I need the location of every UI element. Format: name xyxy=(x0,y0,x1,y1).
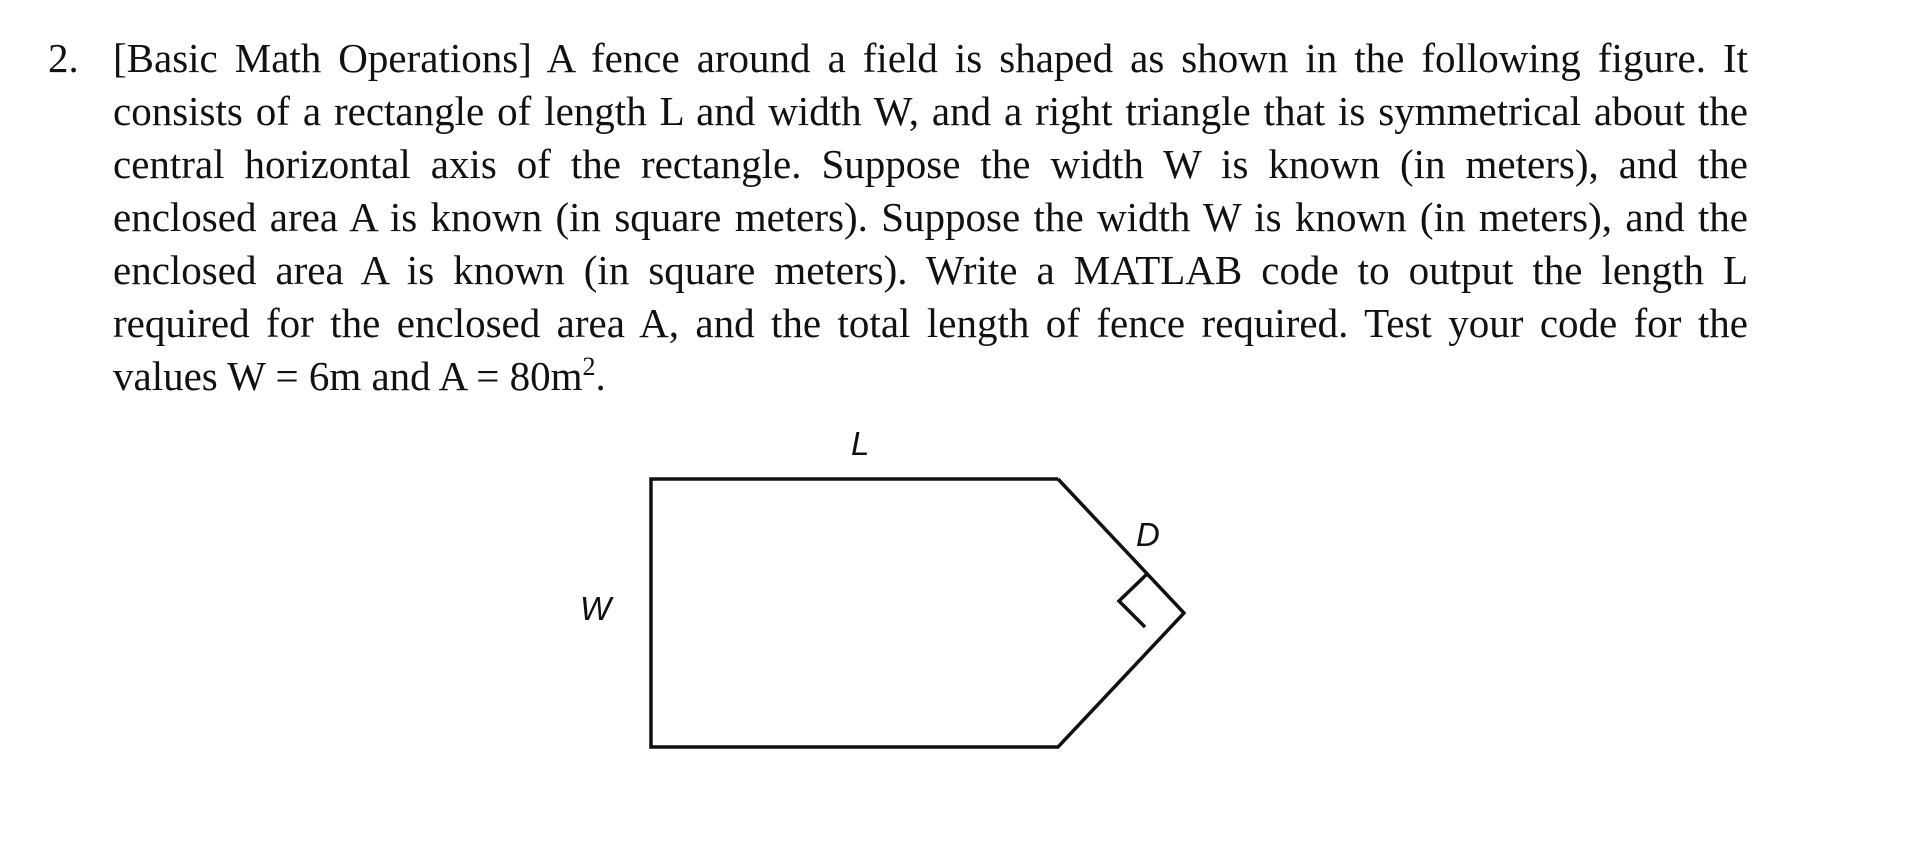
fence-outline xyxy=(651,479,1184,747)
width-label: W xyxy=(580,590,612,627)
problem-text-main: [Basic Math Operations] A fence around a field is shaped as shown in the following figure. It consists of a rectangle of length L and width W, and a right triangle that is symmetrical about the central horizontal axis of the rectangle. Suppose the width W is known (in meters), and the enclosed area A is known (in square meters). Suppose the width W is known (in meters), and the enclosed area A is known (in square meters). Write a MATLAB code to output the length L required for the enclosed area A, and the total length of fence required. Test your code for the values W = 6m and A = 80m xyxy=(113,35,1748,399)
length-label: L xyxy=(851,425,870,462)
problem-number: 2. xyxy=(48,35,79,81)
problem-text-end: . xyxy=(595,353,606,399)
area-unit-superscript: 2 xyxy=(582,352,596,381)
right-angle-marker xyxy=(1119,574,1147,627)
diagonal-label: D xyxy=(1136,516,1160,553)
